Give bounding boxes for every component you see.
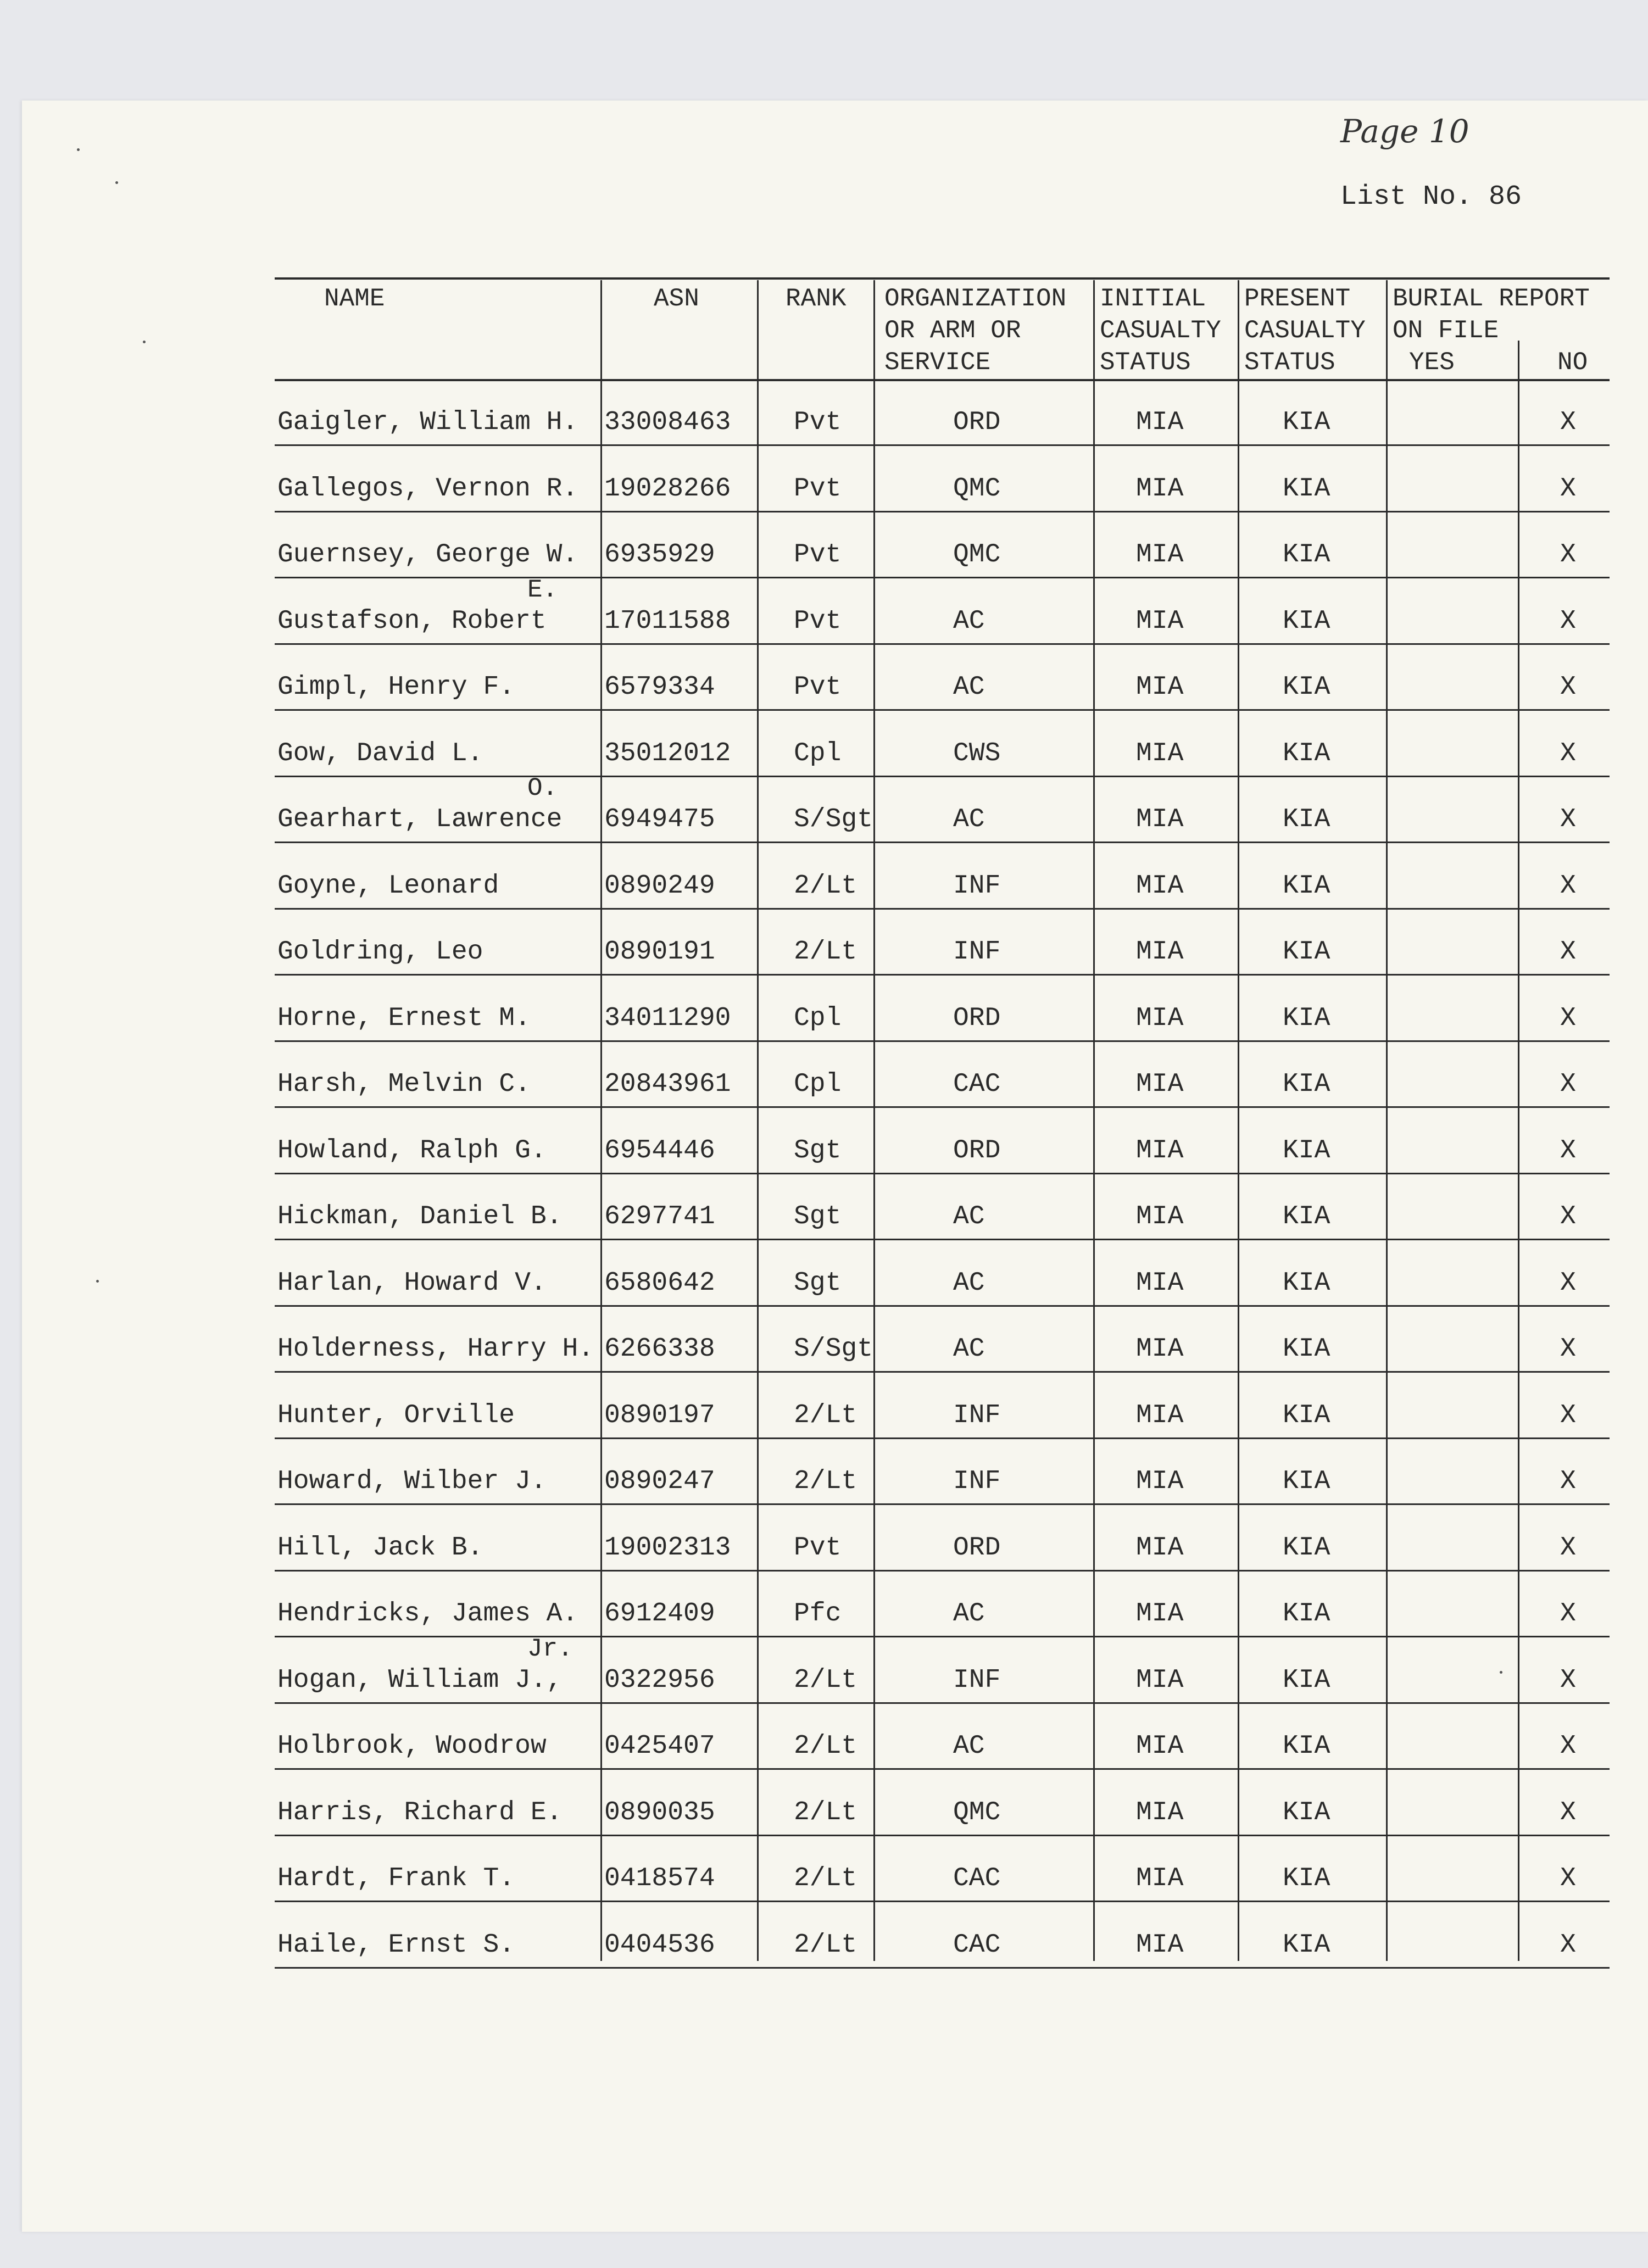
- cell-no: X: [1560, 1268, 1576, 1298]
- cell-initial: MIA: [1136, 1599, 1184, 1629]
- cell-rank: S/Sgt: [794, 1334, 873, 1364]
- cell-name: Gearhart, Lawrence: [277, 805, 563, 834]
- cell-asn: 0425407: [604, 1731, 715, 1761]
- table-row: [0, 845, 1648, 911]
- cell-org: QMC: [953, 540, 1001, 570]
- header-asn: ASN: [654, 285, 699, 313]
- cell-org: INF: [953, 871, 1001, 901]
- row-rule: [275, 1967, 1610, 1969]
- cell-initial: MIA: [1136, 1334, 1184, 1364]
- scan-speck: [115, 181, 118, 184]
- table-row: [0, 1308, 1648, 1374]
- cell-present: KIA: [1283, 408, 1330, 437]
- cell-asn: 0322956: [604, 1665, 715, 1695]
- cell-asn: 0890247: [604, 1467, 715, 1496]
- cell-initial: MIA: [1136, 937, 1184, 967]
- table-row: [0, 1110, 1648, 1175]
- cell-asn: 35012012: [604, 738, 731, 768]
- table-row: [0, 646, 1648, 712]
- cell-name: Hogan, William J.,: [277, 1665, 563, 1695]
- cell-org: AC: [953, 1268, 985, 1298]
- cell-initial: MIA: [1136, 1533, 1184, 1563]
- cell-initial: MIA: [1136, 1665, 1184, 1695]
- cell-name: Gow, David L.: [277, 738, 483, 768]
- cell-org: CWS: [953, 738, 1001, 768]
- cell-asn: 0890035: [604, 1797, 715, 1827]
- cell-no: X: [1560, 1864, 1576, 1893]
- header-rank: RANK: [786, 285, 847, 313]
- cell-asn: 6580642: [604, 1268, 715, 1298]
- row-rule: [275, 1835, 1610, 1836]
- cell-asn: 17011588: [604, 606, 731, 636]
- row-rule: [275, 643, 1610, 645]
- cell-name: Hunter, Orville: [277, 1400, 515, 1430]
- cell-org: AC: [953, 1334, 985, 1364]
- cell-initial: MIA: [1136, 1268, 1184, 1298]
- cell-no: X: [1560, 1467, 1576, 1496]
- table-row: [0, 1634, 1648, 1705]
- cell-name: Goldring, Leo: [277, 937, 483, 967]
- cell-initial: MIA: [1136, 540, 1184, 570]
- cell-name: Harlan, Howard V.: [277, 1268, 547, 1298]
- cell-org: ORD: [953, 1533, 1001, 1563]
- table-row: [0, 1242, 1648, 1308]
- name-suffix: Jr.: [527, 1634, 573, 1663]
- table-row: [0, 977, 1648, 1043]
- cell-org: INF: [953, 1467, 1001, 1496]
- cell-no: X: [1560, 1797, 1576, 1827]
- cell-no: X: [1560, 937, 1576, 967]
- cell-initial: MIA: [1136, 408, 1184, 437]
- cell-no: X: [1560, 473, 1576, 504]
- table-row: [0, 1904, 1648, 1970]
- row-rule: [275, 1437, 1610, 1439]
- row-rule: [275, 974, 1610, 976]
- cell-no: X: [1560, 1665, 1576, 1695]
- cell-asn: 6935929: [604, 540, 715, 570]
- cell-initial: MIA: [1136, 1731, 1184, 1761]
- table-row: [0, 514, 1648, 579]
- cell-asn: 6297741: [604, 1202, 715, 1231]
- cell-rank: 2/Lt: [794, 1400, 858, 1430]
- cell-rank: 2/Lt: [794, 1665, 858, 1695]
- row-rule: [275, 1305, 1610, 1307]
- cell-no: X: [1560, 738, 1576, 768]
- row-rule: [275, 1636, 1610, 1637]
- scan-speck: [77, 148, 80, 151]
- cell-rank: Sgt: [794, 1202, 842, 1231]
- cell-org: AC: [953, 1202, 985, 1231]
- cell-no: X: [1560, 606, 1576, 636]
- cell-asn: 6912409: [604, 1599, 715, 1629]
- cell-initial: MIA: [1136, 1135, 1184, 1166]
- cell-name: Hendricks, James A.: [277, 1599, 578, 1629]
- table-row: [0, 1837, 1648, 1903]
- cell-asn: 6579334: [604, 672, 715, 702]
- table-top-rule: [275, 277, 1610, 280]
- cell-present: KIA: [1283, 540, 1330, 570]
- cell-initial: MIA: [1136, 1930, 1184, 1960]
- header-initial-status: INITIAL CASUALTY STATUS: [1100, 285, 1221, 377]
- cell-rank: Pvt: [794, 606, 842, 636]
- table-row: [0, 911, 1648, 977]
- cell-name: Gustafson, Robert: [277, 606, 547, 636]
- cell-present: KIA: [1283, 1665, 1330, 1695]
- cell-asn: 6266338: [604, 1334, 715, 1364]
- cell-asn: 0890249: [604, 871, 715, 901]
- cell-asn: 19002313: [604, 1533, 731, 1563]
- table-row: [0, 575, 1648, 646]
- cell-name: Goyne, Leonard: [277, 871, 499, 901]
- table-row: [0, 1771, 1648, 1837]
- row-rule: [275, 1173, 1610, 1174]
- cell-present: KIA: [1283, 805, 1330, 834]
- cell-rank: Sgt: [794, 1268, 842, 1298]
- cell-asn: 0890197: [604, 1400, 715, 1430]
- cell-name: Gimpl, Henry F.: [277, 672, 515, 702]
- cell-present: KIA: [1283, 1599, 1330, 1629]
- cell-no: X: [1560, 1334, 1576, 1364]
- cell-present: KIA: [1283, 606, 1330, 636]
- cell-initial: MIA: [1136, 606, 1184, 636]
- cell-rank: Sgt: [794, 1135, 842, 1166]
- cell-org: AC: [953, 1599, 985, 1629]
- table-row: [0, 774, 1648, 844]
- cell-name: Hickman, Daniel B.: [277, 1202, 563, 1231]
- cell-present: KIA: [1283, 1400, 1330, 1430]
- cell-org: ORD: [953, 408, 1001, 437]
- table-row: [0, 1175, 1648, 1241]
- cell-initial: MIA: [1136, 1864, 1184, 1893]
- cell-org: CAC: [953, 1930, 1001, 1960]
- cell-org: ORD: [953, 1003, 1001, 1033]
- name-suffix: O.: [527, 774, 558, 803]
- cell-initial: MIA: [1136, 871, 1184, 901]
- cell-no: X: [1560, 1533, 1576, 1563]
- cell-present: KIA: [1283, 1334, 1330, 1364]
- cell-present: KIA: [1283, 1930, 1330, 1960]
- row-rule: [275, 709, 1610, 711]
- cell-initial: MIA: [1136, 805, 1184, 834]
- cell-no: X: [1560, 1069, 1576, 1099]
- cell-rank: Cpl: [794, 1069, 842, 1099]
- row-rule: [275, 1106, 1610, 1108]
- row-rule: [275, 1901, 1610, 1902]
- cell-rank: 2/Lt: [794, 1797, 858, 1827]
- table-row: [0, 1705, 1648, 1771]
- table-row: [0, 1440, 1648, 1506]
- cell-no: X: [1560, 672, 1576, 702]
- cell-initial: MIA: [1136, 473, 1184, 504]
- cell-rank: Pvt: [794, 408, 842, 437]
- scan-speck: [96, 1280, 99, 1283]
- scan-speck: [1500, 1671, 1502, 1674]
- cell-rank: Cpl: [794, 1003, 842, 1033]
- row-rule: [275, 1570, 1610, 1572]
- header-burial-report: BURIAL REPORT ON FILE: [1393, 285, 1590, 345]
- cell-present: KIA: [1283, 672, 1330, 702]
- cell-org: QMC: [953, 473, 1001, 504]
- table-row: [0, 1507, 1648, 1573]
- table-row: [0, 448, 1648, 514]
- cell-initial: MIA: [1136, 672, 1184, 702]
- cell-present: KIA: [1283, 1268, 1330, 1298]
- cell-no: X: [1560, 1135, 1576, 1166]
- cell-org: AC: [953, 805, 985, 834]
- cell-rank: 2/Lt: [794, 871, 858, 901]
- table-row: [0, 1573, 1648, 1639]
- row-rule: [275, 1768, 1610, 1770]
- cell-rank: 2/Lt: [794, 1930, 858, 1960]
- header-present-status: PRESENT CASUALTY STATUS: [1244, 285, 1366, 377]
- cell-initial: MIA: [1136, 1400, 1184, 1430]
- cell-present: KIA: [1283, 1797, 1330, 1827]
- cell-rank: 2/Lt: [794, 1731, 858, 1761]
- cell-name: Harris, Richard E.: [277, 1797, 563, 1827]
- cell-no: X: [1560, 805, 1576, 834]
- cell-initial: MIA: [1136, 1003, 1184, 1033]
- list-number: List No. 86: [1340, 181, 1522, 213]
- cell-asn: 0404536: [604, 1930, 715, 1960]
- table-row: [0, 381, 1648, 447]
- cell-rank: S/Sgt: [794, 805, 873, 834]
- cell-name: Haile, Ernst S.: [277, 1930, 515, 1960]
- cell-rank: Pfc: [794, 1599, 842, 1629]
- cell-initial: MIA: [1136, 1467, 1184, 1496]
- cell-no: X: [1560, 1930, 1576, 1960]
- cell-asn: 0890191: [604, 937, 715, 967]
- cell-present: KIA: [1283, 1467, 1330, 1496]
- cell-no: X: [1560, 408, 1576, 437]
- header-yes: YES: [1409, 348, 1455, 377]
- cell-present: KIA: [1283, 1135, 1330, 1166]
- cell-present: KIA: [1283, 1731, 1330, 1761]
- cell-no: X: [1560, 1003, 1576, 1033]
- cell-org: ORD: [953, 1135, 1001, 1166]
- cell-asn: 33008463: [604, 408, 731, 437]
- cell-org: AC: [953, 606, 985, 636]
- table-row: [0, 1374, 1648, 1440]
- cell-org: CAC: [953, 1069, 1001, 1099]
- cell-name: Gaigler, William H.: [277, 408, 578, 437]
- cell-name: Guernsey, George W.: [277, 540, 578, 570]
- cell-present: KIA: [1283, 1202, 1330, 1231]
- cell-org: CAC: [953, 1864, 1001, 1893]
- row-rule: [275, 511, 1610, 512]
- cell-no: X: [1560, 540, 1576, 570]
- row-rule: [275, 1371, 1610, 1373]
- cell-present: KIA: [1283, 871, 1330, 901]
- row-rule: [275, 577, 1610, 578]
- header-organization: ORGANIZATION OR ARM OR SERVICE: [884, 285, 1067, 377]
- cell-name: Hill, Jack B.: [277, 1533, 483, 1563]
- cell-name: Howland, Ralph G.: [277, 1135, 547, 1166]
- cell-present: KIA: [1283, 1003, 1330, 1033]
- cell-name: Holderness, Harry H.: [277, 1334, 594, 1364]
- cell-org: INF: [953, 1665, 1001, 1695]
- cell-asn: 6949475: [604, 805, 715, 834]
- row-rule: [275, 1239, 1610, 1240]
- cell-org: AC: [953, 1731, 985, 1761]
- table-row: [0, 712, 1648, 778]
- cell-name: Hardt, Frank T.: [277, 1864, 515, 1893]
- cell-no: X: [1560, 1202, 1576, 1231]
- cell-rank: Pvt: [794, 540, 842, 570]
- cell-initial: MIA: [1136, 1797, 1184, 1827]
- row-rule: [275, 1702, 1610, 1704]
- page-number-handwritten: Page 10: [1340, 113, 1469, 150]
- cell-initial: MIA: [1136, 1202, 1184, 1231]
- cell-org: INF: [953, 1400, 1001, 1430]
- row-rule: [275, 776, 1610, 777]
- row-rule: [275, 1503, 1610, 1505]
- scan-speck: [143, 341, 146, 343]
- header-no: NO: [1557, 348, 1588, 377]
- cell-org: INF: [953, 937, 1001, 967]
- cell-rank: Pvt: [794, 473, 842, 504]
- cell-present: KIA: [1283, 937, 1330, 967]
- cell-present: KIA: [1283, 738, 1330, 768]
- cell-asn: 0418574: [604, 1864, 715, 1893]
- cell-name: Gallegos, Vernon R.: [277, 473, 578, 504]
- row-rule: [275, 842, 1610, 843]
- cell-org: AC: [953, 672, 985, 702]
- cell-name: Howard, Wilber J.: [277, 1467, 547, 1496]
- cell-no: X: [1560, 1599, 1576, 1629]
- name-suffix: E.: [527, 575, 558, 604]
- cell-name: Harsh, Melvin C.: [277, 1069, 531, 1099]
- cell-asn: 34011290: [604, 1003, 731, 1033]
- cell-rank: 2/Lt: [794, 1864, 858, 1893]
- cell-initial: MIA: [1136, 1069, 1184, 1099]
- cell-asn: 19028266: [604, 473, 731, 504]
- cell-rank: 2/Lt: [794, 1467, 858, 1496]
- cell-present: KIA: [1283, 1069, 1330, 1099]
- cell-rank: Pvt: [794, 672, 842, 702]
- cell-present: KIA: [1283, 473, 1330, 504]
- cell-rank: Cpl: [794, 738, 842, 768]
- cell-org: QMC: [953, 1797, 1001, 1827]
- cell-asn: 20843961: [604, 1069, 731, 1099]
- cell-no: X: [1560, 871, 1576, 901]
- cell-name: Holbrook, Woodrow: [277, 1731, 547, 1761]
- row-rule: [275, 444, 1610, 446]
- header-name: NAME: [324, 285, 385, 313]
- cell-asn: 6954446: [604, 1135, 715, 1166]
- cell-name: Horne, Ernest M.: [277, 1003, 531, 1033]
- table-row: [0, 1043, 1648, 1109]
- cell-no: X: [1560, 1400, 1576, 1430]
- cell-rank: Pvt: [794, 1533, 842, 1563]
- cell-present: KIA: [1283, 1864, 1330, 1893]
- cell-no: X: [1560, 1731, 1576, 1761]
- cell-rank: 2/Lt: [794, 937, 858, 967]
- row-rule: [275, 908, 1610, 910]
- cell-present: KIA: [1283, 1533, 1330, 1563]
- cell-initial: MIA: [1136, 738, 1184, 768]
- row-rule: [275, 1040, 1610, 1042]
